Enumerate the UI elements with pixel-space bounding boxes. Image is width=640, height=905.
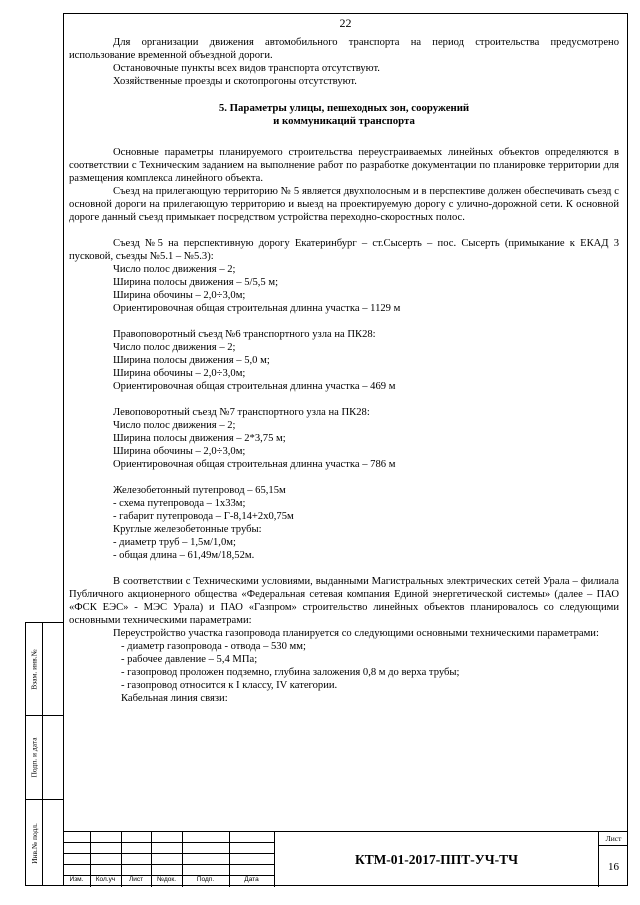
paragraph: Остановочные пункты всех видов транспорта отсутствуют. xyxy=(113,63,380,74)
list-item: - диаметр труб – 1,5м/1,0м; xyxy=(113,537,236,548)
heading-line: 5. Параметры улицы, пешеходных зон, сооружений xyxy=(218,102,470,114)
list-item: Ширина полосы движения – 5,0 м; xyxy=(113,355,270,366)
paragraph: Хозяйственные проезды и скотопрогоны отсутствуют. xyxy=(113,76,357,87)
header-cell: №док. xyxy=(156,876,177,883)
list-item: - общая длина – 61,49м/18,52м. xyxy=(113,550,255,561)
side-label: Взам. инв.№ xyxy=(29,648,39,690)
list-item: Число полос движения – 2; xyxy=(113,342,236,353)
sheet-label: Лист xyxy=(599,832,628,846)
document-body xyxy=(69,36,619,705)
paragraph: Переустройство участка газопровода планируется со следующими основными техническими параметрами: xyxy=(113,628,599,639)
list-item: Круглые железобетонные трубы: xyxy=(113,524,262,535)
list-item: - диаметр газопровода - отвода – 530 мм; xyxy=(121,641,306,652)
list-item: Число полос движения – 2; xyxy=(113,264,236,275)
section-heading xyxy=(69,102,619,128)
title-block xyxy=(63,831,628,887)
list-item: - газопровод проложен подземно, глубина заложения 0,8 м до верха трубы; xyxy=(121,667,460,678)
exit6-title: Правоповоротный съезд №6 транспортного узла на ПК28: xyxy=(113,329,376,340)
header-cell: Кол.уч xyxy=(95,876,116,883)
list-item: Ширина полосы движения – 2*3,75 м; xyxy=(113,433,286,444)
list-item: - габарит путепровода – Г-8,14+2х0,75м xyxy=(113,511,294,522)
document-code: КТМ-01-2017-ППТ-УЧ-ТЧ xyxy=(274,832,599,887)
exit5-title: Съезд №5 на перспективную дорогу Екатеринбург – ст.Сысерть – пос. Сысерть (примыкание к ЕКАД 3 пусковой, съезды №5.1 – №5.3): xyxy=(69,238,619,262)
side-label: Подп. и дата xyxy=(29,736,39,778)
header-cell: Изм. xyxy=(69,876,84,883)
paragraph: Основные параметры планируемого строительства переустраиваемых линейных объектов определяются в соответствии с Техническим заданием на выполнение работ по разработке документации по планировке территории для размещения комплекса линейного объекта. xyxy=(69,147,619,184)
list-item: Ширина обочины – 2,0÷3,0м; xyxy=(113,290,246,301)
header-cell: Лист xyxy=(128,876,144,883)
list-item: Ширина полосы движения – 5/5,5 м; xyxy=(113,277,279,288)
header-cell: Дата xyxy=(244,876,259,883)
side-label: Инв.№ подл. xyxy=(29,822,39,864)
list-item: - рабочее давление – 5,4 МПа; xyxy=(121,654,258,665)
list-item: Ориентировочная общая строительная длинна участка – 1129 м xyxy=(113,303,401,314)
list-item: Ориентировочная общая строительная длинна участка – 786 м xyxy=(113,459,396,470)
exit7-title: Левоповоротный съезд №7 транспортного узла на ПК28: xyxy=(113,407,370,418)
paragraph: В соответствии с Техническими условиями, выданными Магистральных электрических сетей Урала – филиала Публичного акционерного общества «Федеральная сетевая компания Единой энергетической системы» (далее – ПАО «ФСК ЕЭС» - МЭС Урала) и ПАО «Газпром» строительство линейных объектов планировалось со следующими основными техническими параметрами: xyxy=(69,576,619,626)
list-item: - газопровод относится к I классу, IV категории. xyxy=(121,680,338,691)
list-item: - схема путепровода – 1х33м; xyxy=(113,498,246,509)
side-stamp xyxy=(25,622,63,886)
paragraph: Кабельная линия связи: xyxy=(121,693,228,704)
list-item: Ориентировочная общая строительная длинна участка – 469 м xyxy=(113,381,396,392)
page-number: 22 xyxy=(339,16,352,30)
paragraph: Съезд на прилегающую территорию № 5 является двухполосным и в перспективе должен обеспечивать съезд с основной дороги на прилегающую территорию и выезд на проектируемую дорогу с улично-дорожной сети. К основной дороге данный съезд примыкает посредством устройства переходно-скоростных полос. xyxy=(69,186,619,223)
page-frame xyxy=(63,13,628,886)
sheet-number: 16 xyxy=(608,860,619,873)
list-item: Ширина обочины – 2,0÷3,0м; xyxy=(113,446,246,457)
list-item: Железобетонный путепровод – 65,15м xyxy=(113,485,286,496)
list-item: Ширина обочины – 2,0÷3,0м; xyxy=(113,368,246,379)
heading-line: и коммуникаций транспорта xyxy=(273,115,415,127)
paragraph: Для организации движения автомобильного транспорта на период строительства предусмотрено использование временной объездной дороги. xyxy=(69,37,619,61)
header-cell: Подп. xyxy=(196,876,215,883)
list-item: Число полос движения – 2; xyxy=(113,420,236,431)
